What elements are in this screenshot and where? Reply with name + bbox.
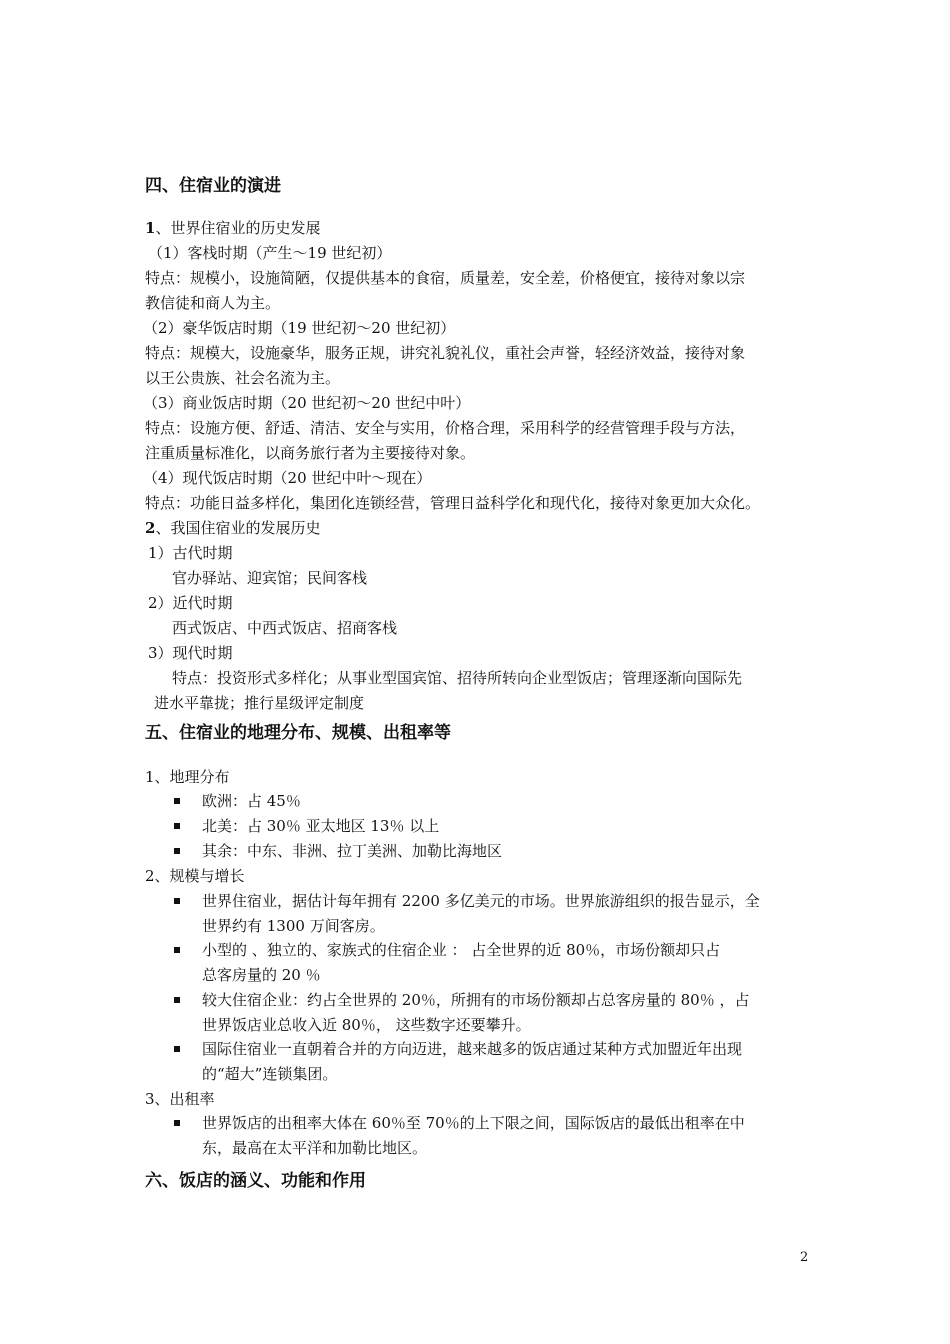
scale-item-1-line-2: 世界约有 1300 万间客房。 [202, 917, 385, 935]
period-1-desc-line-2: 教信徒和商人为主。 [145, 294, 281, 312]
paragraph-heading-text: 、世界住宿业的历史发展 [155, 219, 321, 237]
occupancy-item-line-2: 东，最高在太平洋和加勒比地区。 [202, 1139, 428, 1157]
china-period-2-desc: 西式饭店、中西式饭店、招商客栈 [172, 619, 398, 637]
period-1-title: （1）客栈时期（产生～19 世纪初） [148, 244, 392, 262]
geo-others: 其余：中东、非洲、拉丁美洲、加勒比海地区 [202, 842, 503, 860]
geo-distribution-title: 1、地理分布 [145, 768, 230, 786]
scale-item-2-line-2: 总客房量的 20 ％ [202, 966, 321, 984]
period-3-title: （3）商业饭店时期（20 世纪初～20 世纪中叶） [143, 394, 471, 412]
geo-europe: 欧洲：占 45％ [202, 792, 301, 810]
period-2-title: （2）豪华饭店时期（19 世纪初～20 世纪初） [143, 319, 456, 337]
scale-item-2-line-1: 小型的 、独立的、家族式的住宿企业 ： 占全世界的近 80％，市场份额却只占 [202, 941, 721, 959]
period-4-title: （4）现代饭店时期（20 世纪中叶～现在） [143, 469, 432, 487]
period-3-desc-line-2: 注重质量标准化，以商务旅行者为主要接待对象。 [145, 444, 476, 462]
paragraph-heading-text: 、我国住宿业的发展历史 [155, 519, 321, 537]
bullet-icon [174, 947, 180, 953]
china-period-3-desc-line-1: 特点：投资形式多样化；从事业型国宾馆、招待所转向企业型饭店；管理逐渐向国际先 [172, 669, 743, 687]
geo-north-america: 北美：占 30％ 亚太地区 13％ 以上 [202, 817, 440, 835]
section-4-heading: 四、住宿业的演进 [145, 176, 281, 196]
scale-item-1-line-1: 世界住宿业，据估计每年拥有 2200 多亿美元的市场。世界旅游组织的报告显示，全 [202, 892, 760, 910]
scale-growth-title: 2、规模与增长 [145, 867, 245, 885]
china-period-2-title: 2）近代时期 [148, 594, 233, 612]
bullet-icon [174, 1120, 180, 1126]
china-period-3-desc-line-2: 进水平靠拢；推行星级评定制度 [154, 694, 365, 712]
period-2-desc-line-1: 特点：规模大，设施豪华，服务正规，讲究礼貌礼仪，重社会声誉，轻经济效益，接待对象 [145, 344, 746, 362]
scale-item-4-line-1: 国际住宿业一直朝着合并的方向迈进，越来越多的饭店通过某种方式加盟近年出现 [202, 1040, 743, 1058]
occupancy-item-line-1: 世界饭店的出租率大体在 60％至 70％的上下限之间，国际饭店的最低出租率在中 [202, 1114, 745, 1132]
page-number: 2 [800, 1250, 809, 1265]
bullet-icon [174, 997, 180, 1003]
china-period-1-title: 1）古代时期 [148, 544, 233, 562]
period-1-desc-line-1: 特点：规模小，设施简陋，仅提供基本的食宿，质量差，安全差，价格便宜，接待对象以宗 [145, 269, 746, 287]
scale-item-3-line-2: 世界饭店业总收入近 80％， 这些数字还要攀升。 [202, 1016, 531, 1034]
bullet-icon [174, 823, 180, 829]
section-5-heading: 五、住宿业的地理分布、规模、出租率等 [145, 723, 451, 743]
bullet-icon [174, 1046, 180, 1052]
china-period-1-desc: 官办驿站、迎宾馆；民间客栈 [172, 569, 368, 587]
bullet-icon [174, 798, 180, 804]
scale-item-4-line-2: 的“超大”连锁集团。 [202, 1065, 338, 1083]
china-period-3-title: 3）现代时期 [148, 644, 233, 662]
paragraph-2-heading [145, 518, 320, 538]
paragraph-1-heading [145, 218, 320, 238]
occupancy-title: 3、出租率 [145, 1090, 215, 1108]
bullet-icon [174, 898, 180, 904]
period-3-desc-line-1: 特点：设施方便、舒适、清洁、安全与实用，价格合理，采用科学的经营管理手段与方法， [145, 419, 746, 437]
bullet-icon [174, 848, 180, 854]
paragraph-number: 1 [145, 219, 156, 237]
period-2-desc-line-2: 以王公贵族、社会名流为主。 [145, 369, 341, 387]
period-4-desc: 特点：功能日益多样化，集团化连锁经营，管理日益科学化和现代化，接待对象更加大众化。 [145, 494, 761, 512]
section-6-heading: 六、饭店的涵义、功能和作用 [145, 1171, 366, 1191]
scale-item-3-line-1: 较大住宿企业：约占全世界的 20％，所拥有的市场份额却占总客房量的 80％ ，占 [202, 991, 750, 1009]
paragraph-number: 2 [145, 519, 156, 537]
